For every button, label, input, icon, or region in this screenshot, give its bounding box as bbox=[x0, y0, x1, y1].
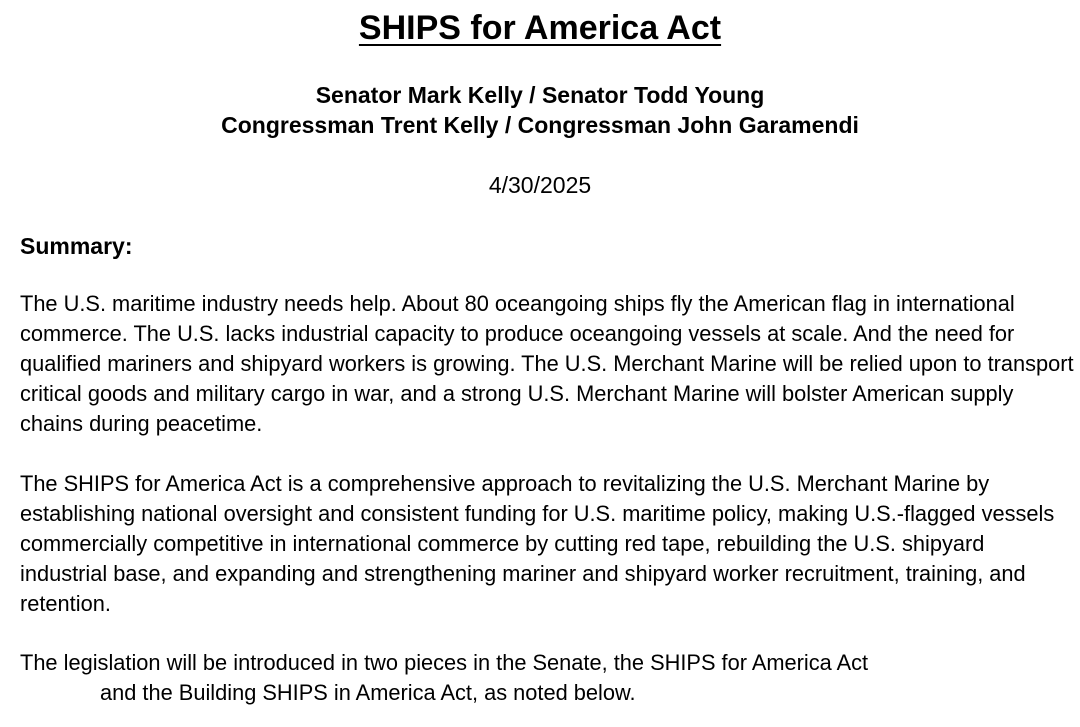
document-date: 4/30/2025 bbox=[488, 172, 592, 198]
paragraph-3-line-2: and the Building SHIPS in America Act, as noted below. bbox=[100, 680, 636, 705]
document-title: SHIPS for America Act bbox=[358, 9, 722, 47]
summary-paragraph-1: The U.S. maritime industry needs help. About 80 oceangoing ships fly the American flag in international commerce. The U.S. lacks industrial capacity to produce oceangoing vessels at scale. And the need for qualified mariners and shipyard workers is growing. The U.S. Merchant Marine will be relied upon to transport critical goods and military cargo in war, and a strong U.S. Merchant Marine will bolster American supply chains during peacetime. bbox=[20, 291, 1074, 436]
sponsor-line-congressmen: Congressman Trent Kelly / Congressman John Garamendi bbox=[221, 112, 859, 138]
paragraph-3-line-1: The legislation will be introduced in two pieces in the Senate, the SHIPS for America Act bbox=[20, 650, 869, 675]
summary-heading: Summary: bbox=[20, 233, 133, 259]
summary-paragraph-2: The SHIPS for America Act is a comprehensive approach to revitalizing the U.S. Merchant Marine by establishing national oversight and consistent funding for U.S. maritime policy, making U.S.-flagged vessels commercially competitive in international commerce by cutting red tape, rebuilding the U.S. shipyard industrial base, and expanding and strengthening mariner and shipyard worker recruitment, training, and retention. bbox=[20, 471, 1055, 616]
sponsors-block bbox=[0, 80, 1080, 140]
sponsor-line-senators: Senator Mark Kelly / Senator Todd Young bbox=[315, 82, 765, 108]
summary-paragraph-3 bbox=[20, 648, 1076, 708]
